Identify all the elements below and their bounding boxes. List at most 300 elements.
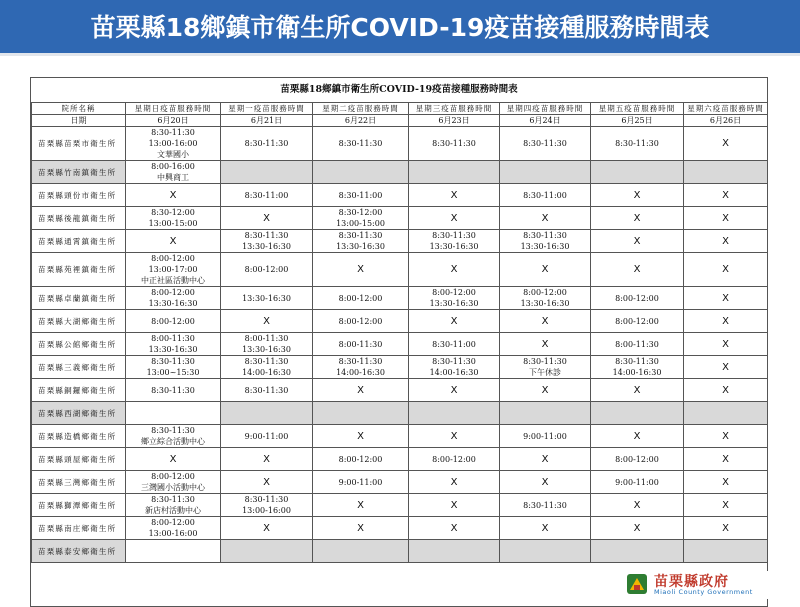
table-row xyxy=(32,333,768,356)
cell-line: 8:00-12:00 xyxy=(151,518,195,527)
service-time-cell xyxy=(591,448,684,471)
cell-line: X xyxy=(263,212,270,224)
closed-mark xyxy=(684,448,768,471)
cell-line: X xyxy=(541,476,549,488)
closed-mark xyxy=(221,517,313,540)
service-time-cell xyxy=(591,402,684,425)
cell-line: 8:30-11:30 xyxy=(523,231,567,240)
cell-line: X xyxy=(450,315,458,327)
service-time-cell xyxy=(126,161,221,184)
service-time-cell xyxy=(313,310,409,333)
cell-line: 9:00-11:00 xyxy=(523,431,567,441)
service-time-cell xyxy=(221,356,313,379)
date-row xyxy=(32,115,768,127)
closed-mark xyxy=(409,184,500,207)
cell-line: 8:30-11:30 xyxy=(151,385,195,395)
cell-line: 8:00-12:00 xyxy=(244,265,289,274)
service-time-cell xyxy=(221,402,313,425)
cell-line: 13:00-15:00 xyxy=(148,219,198,228)
service-time-cell xyxy=(591,333,684,356)
cell-line: 鄉立綜合活動中心 xyxy=(141,437,205,446)
cell-line: 8:30-11:30 xyxy=(244,357,289,366)
service-time-cell xyxy=(126,471,221,494)
cell-line: 8:00-12:00 xyxy=(338,454,383,464)
closed-mark xyxy=(591,253,684,287)
service-time-cell xyxy=(221,494,313,517)
service-time-cell xyxy=(221,425,313,448)
cell-line: 13:30-16:30 xyxy=(429,242,479,251)
closed-mark xyxy=(500,517,591,540)
cell-line: X xyxy=(541,212,549,224)
service-time-cell xyxy=(221,379,313,402)
cell-line: 13:00~15:30 xyxy=(146,368,200,377)
clinic-name: 苗栗縣卓蘭鎮衛生所 xyxy=(32,287,126,310)
cell-line: 9:00-11:00 xyxy=(244,431,289,441)
cell-line: 8:00-12:00 xyxy=(151,254,195,263)
cell-line: 13:30-16:30 xyxy=(242,293,291,303)
closed-mark xyxy=(591,379,684,402)
cell-line: 8:30-11:30 xyxy=(151,426,195,435)
header-cell: 院所名稱 xyxy=(32,103,126,115)
service-time-cell xyxy=(409,402,500,425)
closed-mark xyxy=(684,356,768,379)
cell-line: X xyxy=(633,430,641,442)
logo-subtitle: Miaoli County Government xyxy=(654,588,753,596)
cell-line: X xyxy=(541,453,549,465)
clinic-name: 苗栗縣三灣鄉衛生所 xyxy=(32,471,126,494)
table-row xyxy=(32,356,768,379)
closed-mark xyxy=(409,207,500,230)
cell-line: 8:30-11:30 xyxy=(244,385,289,395)
service-time-cell xyxy=(409,161,500,184)
cell-line: 13:00-16:00 xyxy=(148,139,198,148)
service-time-cell xyxy=(313,230,409,253)
cell-line: 13:00-16:00 xyxy=(148,529,198,538)
closed-mark xyxy=(684,471,768,494)
closed-mark xyxy=(684,379,768,402)
service-time-cell xyxy=(313,448,409,471)
cell-line: X xyxy=(169,235,177,247)
cell-line: 8:30-11:30 xyxy=(615,357,659,366)
cell-line: 14:00-16:30 xyxy=(242,368,291,377)
service-time-cell xyxy=(126,356,221,379)
date-cell: 6月23日 xyxy=(409,115,500,127)
table-row xyxy=(32,287,768,310)
cell-line: X xyxy=(722,315,729,327)
cell-line: 13:30-16:30 xyxy=(520,242,570,251)
closed-mark xyxy=(313,425,409,448)
cell-line: 13:30-16:30 xyxy=(336,242,385,251)
cell-line: 13:00-16:00 xyxy=(242,506,291,515)
table-row xyxy=(32,310,768,333)
table-row xyxy=(32,425,768,448)
service-time-cell xyxy=(591,127,684,161)
service-time-cell xyxy=(221,184,313,207)
cell-line: 8:00-11:30 xyxy=(151,334,195,343)
cell-line: 8:30-11:30 xyxy=(244,231,289,240)
cell-line: X xyxy=(541,522,549,534)
service-time-cell xyxy=(221,287,313,310)
closed-mark xyxy=(221,207,313,230)
cell-line: 8:30-11:30 xyxy=(432,231,476,240)
date-cell: 6月24日 xyxy=(500,115,591,127)
banner-title: 苗栗縣18鄉鎮市衛生所COVID-19疫苗接種服務時間表 xyxy=(90,13,710,42)
cell-line: X xyxy=(722,522,729,534)
closed-mark xyxy=(313,517,409,540)
cell-line: X xyxy=(722,499,729,511)
cell-line: X xyxy=(450,264,458,275)
table-row xyxy=(32,161,768,184)
closed-mark xyxy=(409,517,500,540)
cell-line: X xyxy=(357,264,364,275)
closed-mark xyxy=(409,253,500,287)
header-row xyxy=(32,103,768,115)
date-cell: 6月21日 xyxy=(221,115,313,127)
cell-line: 8:00-12:00 xyxy=(338,293,383,303)
service-time-cell xyxy=(313,402,409,425)
table-row xyxy=(32,379,768,402)
closed-mark xyxy=(684,310,768,333)
cell-line: X xyxy=(722,361,729,373)
clinic-name: 苗栗縣銅鑼鄉衛生所 xyxy=(32,379,126,402)
cell-line: 8:30-11:00 xyxy=(338,190,383,200)
date-cell: 6月22日 xyxy=(313,115,409,127)
closed-mark xyxy=(591,517,684,540)
cell-line: X xyxy=(722,264,729,275)
clinic-name: 苗栗縣通霄鎮衛生所 xyxy=(32,230,126,253)
table-row xyxy=(32,207,768,230)
closed-mark xyxy=(221,448,313,471)
logo-name: 苗栗縣政府 xyxy=(654,574,729,590)
closed-mark xyxy=(684,517,768,540)
closed-mark xyxy=(684,333,768,356)
cell-line: X xyxy=(263,476,270,488)
cell-line: 8:00-11:30 xyxy=(338,339,383,349)
cell-line: X xyxy=(633,522,641,534)
closed-mark xyxy=(684,127,768,161)
date-cell: 6月26日 xyxy=(684,115,768,127)
closed-mark xyxy=(313,379,409,402)
cell-line: X xyxy=(722,292,729,304)
service-time-cell xyxy=(500,425,591,448)
service-time-cell xyxy=(126,127,221,161)
header-cell: 星期一疫苗服務時間 xyxy=(221,103,313,115)
cell-line: X xyxy=(722,338,729,350)
cell-line: X xyxy=(722,138,729,149)
date-cell: 6月20日 xyxy=(126,115,221,127)
cell-line: X xyxy=(633,384,641,396)
cell-line: X xyxy=(357,430,364,442)
closed-mark xyxy=(500,471,591,494)
service-time-cell xyxy=(221,540,313,563)
cell-line: X xyxy=(633,189,641,201)
cell-line: X xyxy=(633,499,641,511)
county-logo xyxy=(624,571,792,599)
cell-line: 中正社區活動中心 xyxy=(141,276,205,285)
cell-line: X xyxy=(633,212,641,224)
cell-line: 新店村活動中心 xyxy=(145,506,201,515)
cell-line: X xyxy=(450,430,458,442)
service-time-cell xyxy=(409,540,500,563)
service-time-cell xyxy=(409,127,500,161)
date-label: 日期 xyxy=(32,115,126,127)
cell-line: 8:30-11:30 xyxy=(338,231,383,240)
table-title: 苗栗縣18鄉鎮市衛生所COVID-19疫苗接種服務時間表 xyxy=(31,78,767,103)
service-time-cell xyxy=(500,184,591,207)
service-time-cell xyxy=(591,161,684,184)
closed-mark xyxy=(221,310,313,333)
closed-mark xyxy=(221,471,313,494)
table-row xyxy=(32,184,768,207)
cell-line: X xyxy=(450,212,458,224)
date-cell: 6月25日 xyxy=(591,115,684,127)
cell-line: X xyxy=(722,212,729,224)
cell-line: 8:30-11:30 xyxy=(338,139,383,148)
cell-line: 8:00-12:00 xyxy=(151,288,195,297)
service-time-cell xyxy=(126,207,221,230)
cell-line: 8:30-11:30 xyxy=(523,139,567,148)
cell-line: 8:30-11:30 xyxy=(432,357,476,366)
cell-line: 13:30-16:30 xyxy=(520,299,570,308)
service-time-cell xyxy=(126,540,221,563)
cell-line: 8:30-11:30 xyxy=(151,128,195,137)
service-time-cell xyxy=(409,333,500,356)
header-cell: 星期四疫苗服務時間 xyxy=(500,103,591,115)
cell-line: X xyxy=(722,430,729,442)
service-time-cell xyxy=(313,161,409,184)
clinic-name: 苗栗縣苗栗市衛生所 xyxy=(32,127,126,161)
closed-mark xyxy=(684,253,768,287)
cell-line: 8:30-11:00 xyxy=(432,339,476,349)
service-time-cell xyxy=(591,310,684,333)
county-emblem-icon xyxy=(626,573,648,595)
cell-line: 8:30-11:00 xyxy=(523,190,567,200)
table-row xyxy=(32,540,768,563)
cell-line: 8:00-12:00 xyxy=(151,316,195,326)
service-time-cell xyxy=(313,540,409,563)
cell-line: 8:00-12:00 xyxy=(338,316,383,326)
cell-line: X xyxy=(722,476,729,488)
closed-mark xyxy=(591,207,684,230)
service-time-cell xyxy=(684,402,768,425)
service-time-cell xyxy=(126,287,221,310)
cell-line: X xyxy=(541,264,549,275)
service-time-cell xyxy=(500,494,591,517)
service-time-cell xyxy=(500,161,591,184)
clinic-name: 苗栗縣三義鄉衛生所 xyxy=(32,356,126,379)
cell-line: X xyxy=(541,315,549,327)
clinic-name: 苗栗縣獅潭鄉衛生所 xyxy=(32,494,126,517)
cell-line: 三灣國小活動中心 xyxy=(141,483,205,492)
cell-line: 14:00-16:30 xyxy=(336,368,385,377)
closed-mark xyxy=(126,184,221,207)
cell-line: 8:30-11:30 xyxy=(432,139,476,148)
service-time-cell xyxy=(313,471,409,494)
table-row xyxy=(32,253,768,287)
service-time-cell xyxy=(591,471,684,494)
cell-line: X xyxy=(722,384,729,396)
cell-line: X xyxy=(263,522,270,534)
cell-line: 文華國小 xyxy=(157,150,189,159)
header-cell: 星期六疫苗服務時間 xyxy=(684,103,768,115)
closed-mark xyxy=(500,448,591,471)
closed-mark xyxy=(684,184,768,207)
closed-mark xyxy=(591,184,684,207)
service-time-cell xyxy=(126,425,221,448)
cell-line: X xyxy=(541,384,549,396)
closed-mark xyxy=(684,207,768,230)
closed-mark xyxy=(126,448,221,471)
cell-line: X xyxy=(722,235,729,247)
title-banner xyxy=(0,0,800,56)
cell-line: 8:30-12:00 xyxy=(151,208,195,217)
cell-line: X xyxy=(450,476,458,488)
cell-line: X xyxy=(450,384,458,396)
cell-line: X xyxy=(722,189,729,201)
service-time-cell xyxy=(126,494,221,517)
closed-mark xyxy=(684,494,768,517)
clinic-name: 苗栗縣西湖鄉衛生所 xyxy=(32,402,126,425)
cell-line: 8:00-12:00 xyxy=(432,288,476,297)
cell-line: 8:30-11:30 xyxy=(244,495,289,504)
service-time-cell xyxy=(313,333,409,356)
service-time-cell xyxy=(409,230,500,253)
service-time-cell xyxy=(409,448,500,471)
closed-mark xyxy=(409,471,500,494)
service-time-cell xyxy=(684,161,768,184)
service-time-cell xyxy=(126,253,221,287)
cell-line: 8:00-12:00 xyxy=(432,454,476,464)
service-time-cell xyxy=(221,127,313,161)
clinic-name: 苗栗縣頭屋鄉衛生所 xyxy=(32,448,126,471)
cell-line: 8:00-12:00 xyxy=(523,288,567,297)
closed-mark xyxy=(500,379,591,402)
table-row xyxy=(32,448,768,471)
service-time-cell xyxy=(409,287,500,310)
cell-line: 8:30-11:30 xyxy=(523,357,567,366)
service-time-cell xyxy=(221,230,313,253)
service-time-cell xyxy=(313,184,409,207)
closed-mark xyxy=(500,253,591,287)
cell-line: 14:00-16:30 xyxy=(612,368,662,377)
cell-line: 13:00-17:00 xyxy=(148,265,198,274)
service-time-cell xyxy=(313,287,409,310)
cell-line: X xyxy=(633,264,641,275)
cell-line: 8:00-12:00 xyxy=(615,454,659,464)
cell-line: 8:30-11:30 xyxy=(338,357,383,366)
cell-line: 8:30-11:30 xyxy=(615,139,659,148)
cell-line: 13:00-15:00 xyxy=(336,219,385,228)
closed-mark xyxy=(500,310,591,333)
cell-line: 9:00-11:00 xyxy=(338,477,383,487)
cell-line: X xyxy=(541,338,549,350)
closed-mark xyxy=(409,425,500,448)
table-row xyxy=(32,402,768,425)
service-time-cell xyxy=(500,402,591,425)
closed-mark xyxy=(409,310,500,333)
cell-line: 13:30-16:30 xyxy=(429,299,479,308)
closed-mark xyxy=(313,253,409,287)
clinic-name: 苗栗縣泰安鄉衛生所 xyxy=(32,540,126,563)
service-time-cell xyxy=(126,402,221,425)
cell-line: 8:30-11:00 xyxy=(244,190,289,200)
service-time-cell xyxy=(591,540,684,563)
closed-mark xyxy=(313,494,409,517)
header-cell: 星期二疫苗服務時間 xyxy=(313,103,409,115)
cell-line: X xyxy=(450,499,458,511)
cell-line: X xyxy=(357,384,364,396)
closed-mark xyxy=(684,287,768,310)
service-time-cell xyxy=(313,207,409,230)
cell-line: X xyxy=(357,522,364,534)
cell-line: X xyxy=(169,453,177,465)
cell-line: X xyxy=(450,189,458,201)
cell-line: 下午休診 xyxy=(529,368,561,377)
service-time-cell xyxy=(313,356,409,379)
clinic-name: 苗栗縣苑裡鎮衛生所 xyxy=(32,253,126,287)
table-row xyxy=(32,127,768,161)
cell-line: 8:00-11:30 xyxy=(244,334,289,343)
header-cell: 星期日疫苗服務時間 xyxy=(126,103,221,115)
closed-mark xyxy=(500,207,591,230)
closed-mark xyxy=(591,494,684,517)
cell-line: 8:00-11:30 xyxy=(615,339,659,349)
cell-line: 8:30-11:30 xyxy=(244,139,289,148)
cell-line: X xyxy=(633,235,641,247)
cell-line: 13:30-16:30 xyxy=(242,345,291,354)
service-time-cell xyxy=(500,540,591,563)
schedule-sheet xyxy=(30,77,768,607)
service-time-cell xyxy=(591,356,684,379)
clinic-name: 苗栗縣公館鄉衛生所 xyxy=(32,333,126,356)
closed-mark xyxy=(684,425,768,448)
service-time-cell xyxy=(221,333,313,356)
cell-line: 13:30-16:30 xyxy=(148,299,198,308)
clinic-name: 苗栗縣頭份市衛生所 xyxy=(32,184,126,207)
service-time-cell xyxy=(500,356,591,379)
cell-line: 14:00-16:30 xyxy=(429,368,479,377)
service-time-cell xyxy=(126,517,221,540)
clinic-name: 苗栗縣造橋鄉衛生所 xyxy=(32,425,126,448)
cell-line: X xyxy=(450,522,458,534)
cell-line: X xyxy=(722,453,729,465)
service-time-cell xyxy=(126,310,221,333)
service-time-cell xyxy=(126,333,221,356)
service-time-cell xyxy=(591,287,684,310)
service-time-cell xyxy=(500,127,591,161)
table-row xyxy=(32,517,768,540)
cell-line: 8:00-16:00 xyxy=(151,162,195,171)
service-time-cell xyxy=(684,540,768,563)
closed-mark xyxy=(591,230,684,253)
cell-line: 8:30-11:30 xyxy=(151,357,195,366)
cell-line: 8:00-12:00 xyxy=(151,472,195,481)
table-row xyxy=(32,471,768,494)
table-row xyxy=(32,230,768,253)
cell-line: 13:30-16:30 xyxy=(148,345,198,354)
cell-line: 13:30-16:30 xyxy=(242,242,291,251)
header-cell: 星期三疫苗服務時間 xyxy=(409,103,500,115)
service-time-cell xyxy=(313,127,409,161)
clinic-name: 苗栗縣後龍鎮衛生所 xyxy=(32,207,126,230)
service-time-cell xyxy=(500,287,591,310)
cell-line: 9:00-11:00 xyxy=(615,477,659,487)
clinic-name: 苗栗縣大湖鄉衛生所 xyxy=(32,310,126,333)
service-time-cell xyxy=(221,253,313,287)
cell-line: X xyxy=(357,499,364,511)
cell-line: X xyxy=(169,189,177,201)
closed-mark xyxy=(409,379,500,402)
